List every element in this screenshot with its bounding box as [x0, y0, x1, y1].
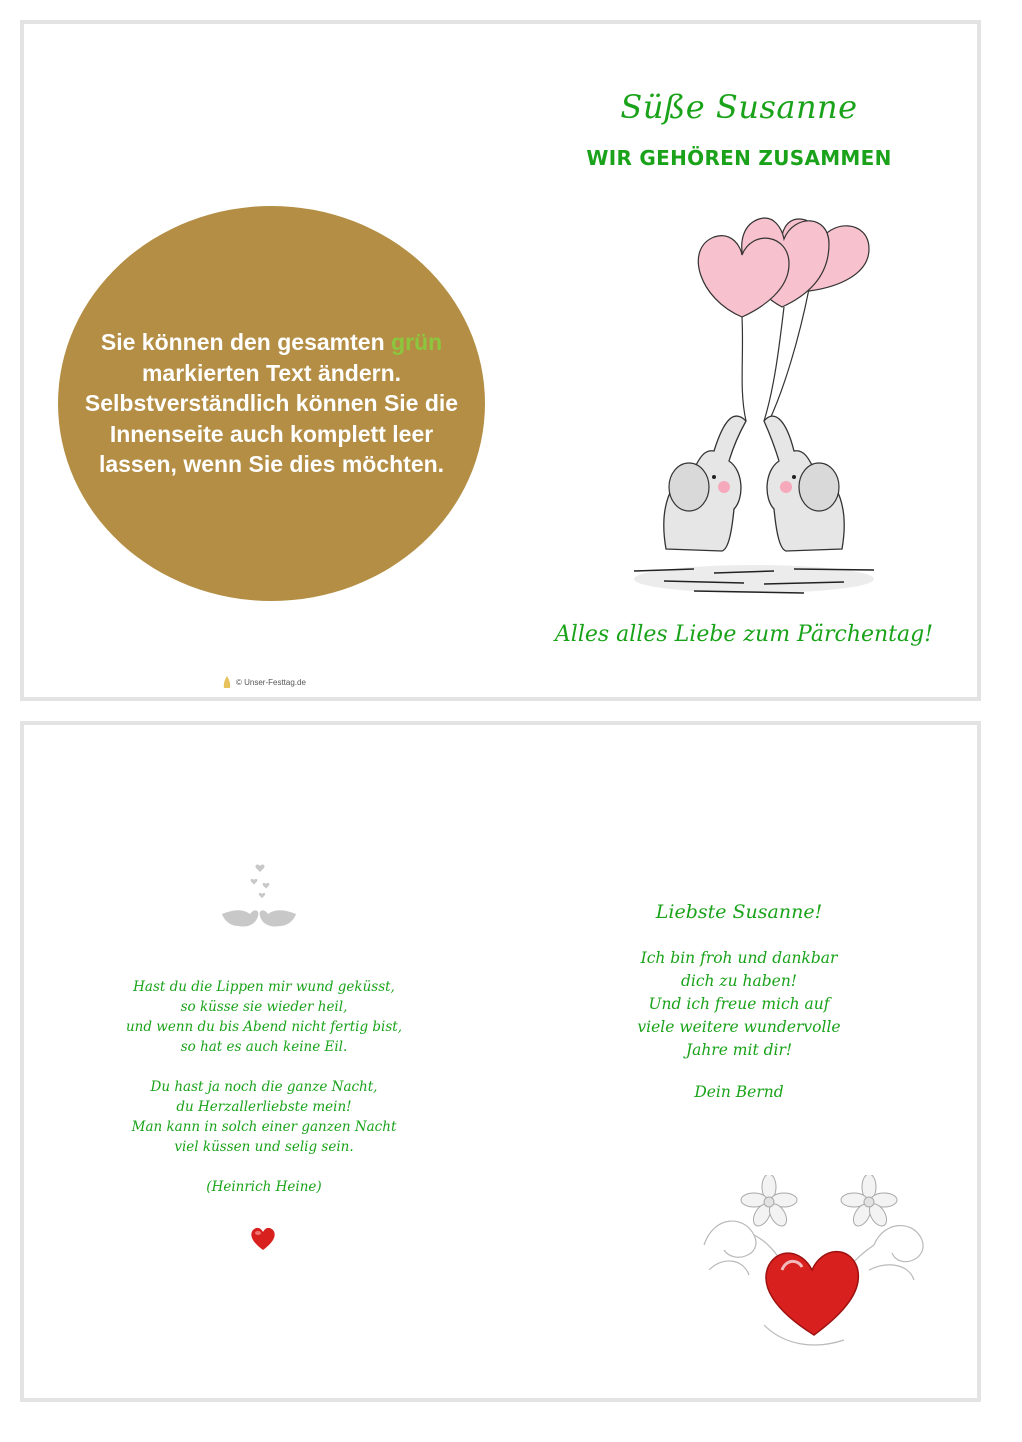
kissing-birds-icon [214, 858, 304, 938]
letter-signoff: Dein Bernd [694, 1083, 784, 1101]
card-inside [20, 721, 981, 1402]
poem-line: Du hast ja noch die ganze Nacht, [150, 1079, 378, 1095]
floral-heart-icon [694, 1175, 934, 1365]
poem-line: Hast du die Lippen mir wund geküsst, [133, 979, 395, 995]
letter-line: Jahre mit dir! [685, 1041, 793, 1059]
card-greeting: Alles alles Liebe zum Pärchentag! [554, 622, 934, 647]
watermark [222, 676, 306, 688]
letter-body [584, 947, 894, 1062]
info-text-part-1: Sie können den gesamten [100, 329, 392, 356]
letter-line: dich zu haben! [680, 972, 798, 990]
poem-line: viel küssen und selig sein. [174, 1139, 354, 1155]
letter-line: Ich bin froh und dankbar [640, 949, 838, 967]
letter-line: Und ich freue mich auf [648, 995, 830, 1013]
info-text-part-2: markierten Text ändern. Selbstverständlich können Sie die Innenseite auch komplett leer lassen, wenn Sie dies möchten. [84, 359, 459, 478]
poem-line: Man kann in solch einer ganzen Nacht [131, 1119, 397, 1135]
poem [84, 977, 444, 1197]
red-heart-icon [248, 1223, 278, 1253]
poem-line [84, 1057, 444, 1077]
poem-line: so hat es auch keine Eil. [180, 1039, 348, 1055]
poem-line [84, 1157, 444, 1177]
poem-line: so küsse sie wieder heil, [180, 999, 348, 1015]
card-title: Süße Susanne [620, 88, 858, 126]
watermark-text: © Unser-Festtag.de [236, 677, 306, 687]
card-front [20, 20, 981, 701]
elephants-balloons-icon [604, 189, 904, 609]
poem-line: du Herzallerliebste mein! [176, 1099, 352, 1115]
info-circle [58, 206, 485, 601]
poem-line: und wenn du bis Abend nicht fertig bist, [125, 1019, 403, 1035]
letter-line: viele weitere wundervolle [637, 1018, 841, 1036]
poem-author: (Heinrich Heine) [206, 1179, 322, 1195]
letter-salutation: Liebste Susanne! [655, 901, 823, 923]
info-text-highlight: grün [391, 329, 443, 356]
info-circle-text [82, 327, 462, 480]
leaf-icon [222, 676, 232, 688]
card-subtitle: WIR GEHÖREN ZUSAMMEN [586, 146, 892, 170]
